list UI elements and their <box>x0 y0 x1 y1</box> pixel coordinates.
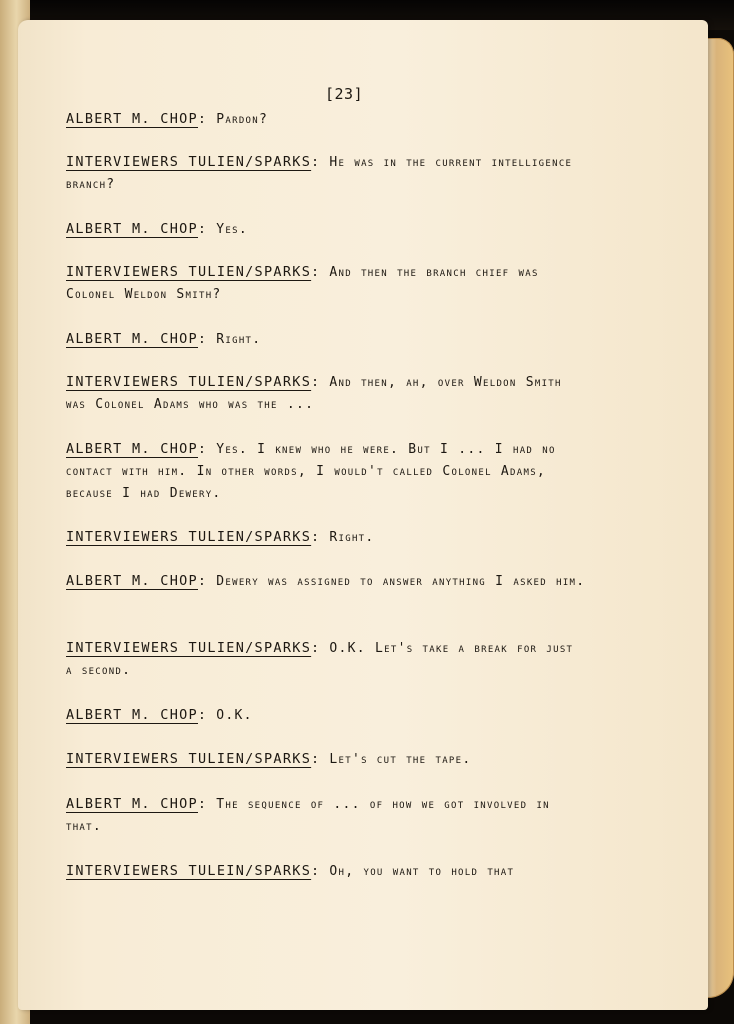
dialogue-text: : The sequence of ... of how we got involved in that. <box>66 797 550 834</box>
dialogue-text: : And then, ah, over Weldon Smith was Colonel Adams who was the ... <box>66 375 562 412</box>
transcript-entry <box>66 328 586 351</box>
dialogue-text: : Let's cut the tape. <box>311 752 472 767</box>
speaker-name: INTERVIEWERS TULIEN/SPARKS <box>66 374 312 390</box>
speaker-name: ALBERT M. CHOP <box>66 796 198 812</box>
transcript-entry <box>66 151 586 196</box>
transcript-entry <box>66 704 586 727</box>
transcript-entry <box>66 218 586 241</box>
transcript-entry <box>66 438 586 505</box>
speaker-name: INTERVIEWERS TULIEN/SPARKS <box>66 529 312 545</box>
page-number: [23] <box>325 85 364 103</box>
dialogue-text: : He was in the current intelligence branch? <box>66 155 573 192</box>
transcript-entry <box>66 860 586 883</box>
dialogue-text: : Dewery was assigned to answer anything I asked him. <box>198 574 586 589</box>
dialogue-text: : Pardon? <box>198 112 269 127</box>
transcript-entry <box>66 371 586 416</box>
speaker-name: ALBERT M. CHOP <box>66 221 198 237</box>
speaker-name: INTERVIEWERS TULIEN/SPARKS <box>66 640 312 656</box>
transcript-entry <box>66 637 586 682</box>
dialogue-text: : Yes. I knew who he were. But I ... I had no contact with him. In other words, I would't called Colonel Adams, because I had Dewery. <box>66 442 556 501</box>
speaker-name: ALBERT M. CHOP <box>66 441 198 457</box>
document-page <box>18 20 708 1010</box>
dialogue-text: : O.K. <box>198 708 253 723</box>
transcript-entry <box>66 570 586 593</box>
dialogue-text: : Oh, you want to hold that <box>311 864 515 879</box>
dialogue-text: : And then the branch chief was Colonel Weldon Smith? <box>66 265 539 302</box>
transcript-entry <box>66 526 586 549</box>
transcript-entry <box>66 261 586 306</box>
speaker-name: INTERVIEWERS TULIEN/SPARKS <box>66 751 312 767</box>
transcript-entry <box>66 108 586 131</box>
dialogue-text: : Right. <box>311 530 375 545</box>
speaker-name: ALBERT M. CHOP <box>66 573 198 589</box>
speaker-name: ALBERT M. CHOP <box>66 331 198 347</box>
dialogue-text: : Right. <box>198 332 262 347</box>
speaker-name: ALBERT M. CHOP <box>66 111 198 127</box>
dialogue-text: : Yes. <box>198 222 248 237</box>
transcript-entry <box>66 748 586 771</box>
transcript-entry <box>66 793 586 838</box>
speaker-name: INTERVIEWERS TULIEN/SPARKS <box>66 154 312 170</box>
speaker-name: ALBERT M. CHOP <box>66 707 198 723</box>
speaker-name: INTERVIEWERS TULIEN/SPARKS <box>66 264 312 280</box>
speaker-name: INTERVIEWERS TULEIN/SPARKS <box>66 863 312 879</box>
dialogue-text: : O.K. Let's take a break for just a second. <box>66 641 574 678</box>
